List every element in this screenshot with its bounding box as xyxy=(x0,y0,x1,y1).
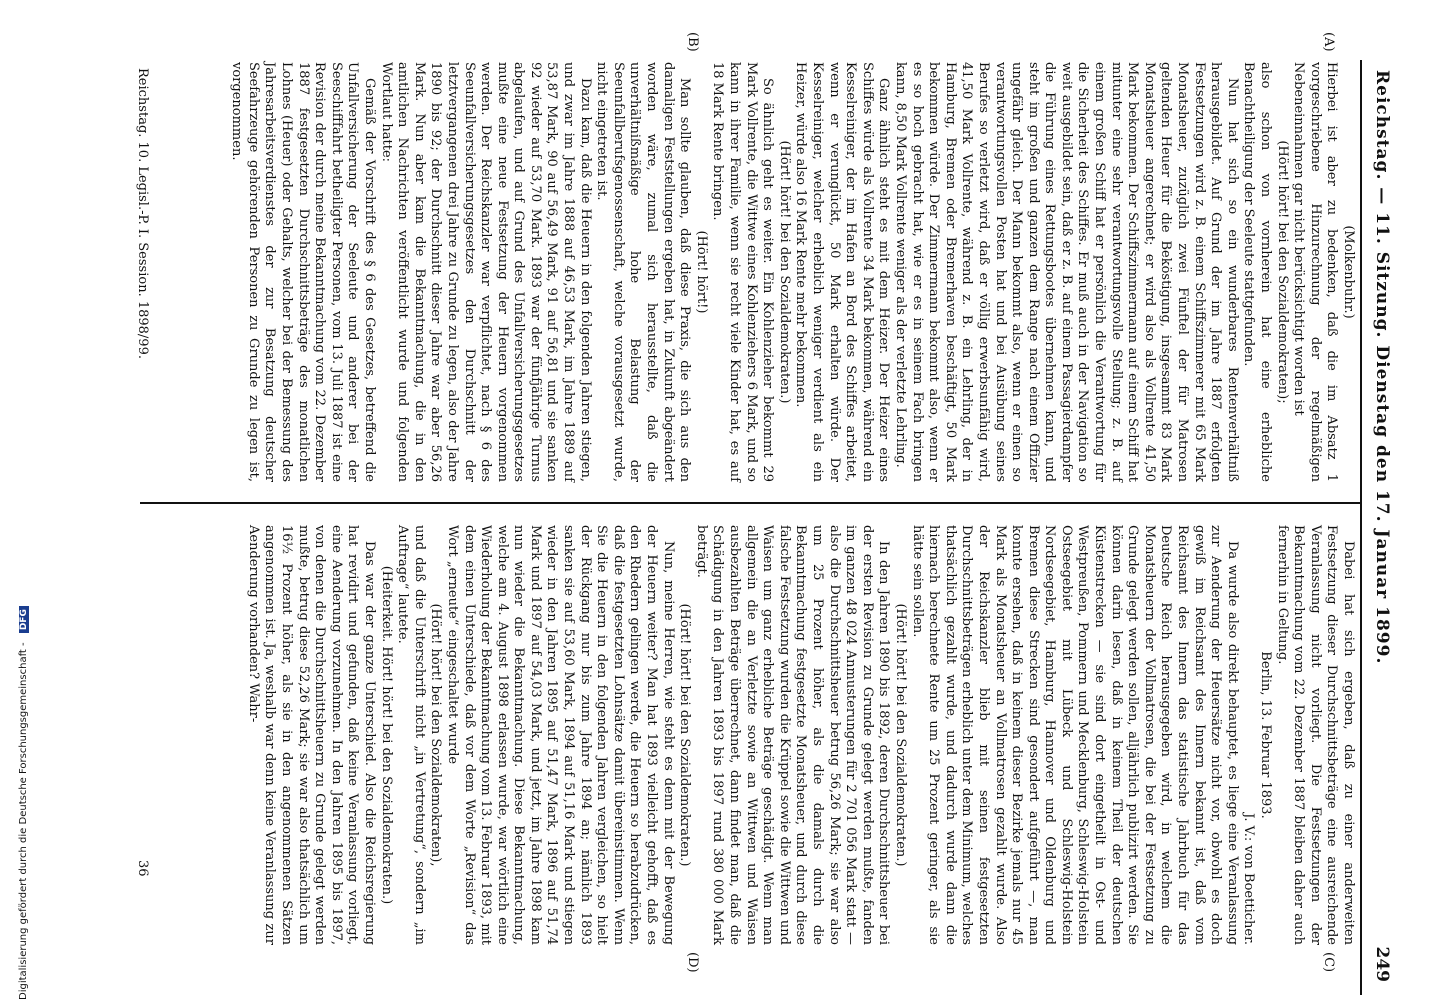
quoted-notice: Gemäß der Vorschrift des § 6 des Gesetzes, betreffend die Unfallversicherung der Seeleute und anderer bei der Seeschifffahrt betheiligter Personen, vom 13. Juli 1887 ist eine Revision der durch meine Bekanntmachung vom 22. Dezember 1887 festgesetzten Durchschnittsbeträge des monatlichen Lohnes (Heuer) oder Gehalts, welcher bei der Bemessung des Jahresarbeitsverdienstes der zur Besatzung deutscher Seefahrzeuge gehörenden Personen zu Grunde zu legen ist, vorgenommen. xyxy=(229,62,377,482)
page-number: 249 xyxy=(1372,946,1392,982)
column-divider xyxy=(140,502,1360,504)
interjection: (Hört! hört!) xyxy=(693,230,709,314)
paragraph: In den Jahren 1890 bis 1892, deren Durchschnittsheuer bei der ersten Revision zu Grunde gelegt werden mußte, fanden im ganzen 48 024 Anmusterungen für 2 701 056 Mark statt — also die Durchschnittsheuer betrug 56,26 Mark; sie war also um 25 Prozent höher, als die damals durch die Bekanntmachung festgesetzte Monatsheuer, und durch diese falsche Festsetzung wurden die Krüppel sowie die Wittwen und Waisen um ganz erhebliche Beträge geschädigt. Wenn man allgemein die an Verletzte sowie an Wittwen und Waisen ausbezahlten Beträge überrechnet, dann findet man, daß die Schädigung in den Jahren 1893 bis 1897 rund 380 000 Mark beträgt. xyxy=(693,525,892,945)
margin-marker-a: (A) xyxy=(1321,32,1336,52)
margin-marker-c: (C) xyxy=(1321,952,1336,973)
paragraph: Da wurde also direkt behauptet, es liege eine Veranlassung zur Aenderung der Heuersätze nicht vor, obwohl es doch gewiß im Reichsamt des Innern bekannt ist, daß vom Reichsamt des Innern das statistische Jahrbuch für das Deutsche Reich herausgegeben wird, in welchem die Monatsheuern der Vollmatrosen, die bei der Festsetzung zu Grunde gelegt werden sollen, alljährlich publizirt werden. Sie können darin lesen, daß in keinem Theil der deutschen Küstenstrecken — sie sind dort eingetheilt in Ost- und Westpreußen, Pommern und Mecklenburg, Schleswig-Holstein Ostseegebiet mit Lübeck und Schleswig-Holstein Nordseegebiet, Hamburg, Hannover und Oldenburg und Bremen diese Strecken sind gesondert aufgeführt —, man konnte ersehen, daß in keinem dieser Bezirke jemals nur 45 Mark als Monatsheuer an Vollmatrosen gezahlt wurde. Also der Reichskanzler blieb mit seinen festgesetzten Durchschnittsbeträgen erheblich unter dem Minimum, welches thatsächlich gezahlt wurde, und dadurch wurde dann die hiernach berechnete Rente um 25 Prozent geringer, als sie hätte sein sollen. xyxy=(909,525,1240,945)
header-rule xyxy=(1360,60,1362,995)
margin-marker-d: (D) xyxy=(685,952,700,973)
paragraph: Dazu kam, daß die Heuern in den folgenden Jahren stiegen, und zwar im Jahre 1888 auf 46,53 Mark, im Jahre 1889 auf 53,87 Mark, 90 auf 56,49 Mark, 91 auf 56,81 und sie sanken 92 wieder auf 53,70 Mark. 1893 war der fünfjährige Turnus abgelaufen, und auf Grund des Unfallversicherungsgesetzes mußte eine neue Festsetzung der Heuern vorgenommen werden. Der Reichskanzler war verpflichtet, nach § 6 des Seeunfallversicherungsgesetzes den Durchschnitt der letztvergangenen drei Jahre zu Grunde zu legen, also der Jahre 1890 bis 92; der Durchschnitt dieser Jahre war aber 56,26 Mark. Nun aber kam die Bekanntmachung, die in den amtlichen Nachrichten veröffentlicht wurde und folgenden Wortlaut hatte: xyxy=(378,62,593,482)
interjection: (Hört! hört! bei den Sozialdemokraten.) xyxy=(677,603,693,867)
paragraph: Nun, meine Herren, wie steht es denn mit der Bewegung der Heuern weiter? Man hat 1893 vielleicht gehofft, daß es den Rhedern gelingen werde, die Heuern so herabzudrücken, daß die festgesetzten Lohnsätze damit übereinstimmen. Wenn Sie die Heuern in den folgenden Jahren vergleichen, so hielt der Rückgang nur bis zum Jahre 1894 an; nämlich 1893 sanken sie auf 53,60 Mark, 1894 auf 51,16 Mark und stiegen wieder in den Jahren 1895 auf 51,47 Mark, 1896 auf 51,74 Mark und 1897 auf 54,03 Mark, und jetzt, im Jahre 1898 kam nun wieder die Bekanntmachung. Diese Bekanntmachung, welche am 4. August 1898 erlassen wurde, war wörtlich eine Wiederholung der Bekanntmachung vom 13. Februar 1893, mit dem einen Unterschiede, daß vor dem Worte „Revision“ das Wort „erneute“ eingeschaltet wurde xyxy=(444,525,676,945)
interjection: (Hört! hört! bei den Sozialdemokraten.) xyxy=(776,140,792,404)
dfg-credit xyxy=(18,0,32,1000)
running-title: Reichstag. — 11. Sitzung. Dienstag den 17. Januar 1899. xyxy=(1372,70,1392,665)
interjection: (Hört! hört! bei den Sozialdemokraten.) xyxy=(892,603,908,867)
interjection: (Heiterkeit. Hört! hört! bei den Sozialdemokraten.) xyxy=(378,565,394,905)
paragraph: Nun hat sich so ein wunderbares Rentenverhältniß herausgebildet. Auf Grund der im Jahre 1887 erfolgten Festsetzungen wird z. B. einem Schiffszimmerer mit 65 Mark Monatsheuer, zuzüglich zwei Fünftel der für Matrosen geltenden Heuer für die Beköstigung, insgesammt 83 Mark Monatsheuer angerechnet; er wird also als Vollrente 41,50 Mark bekommen. Der Schiffszimmermann auf einem Schiff hat mitunter eine sehr verantwortungsvolle Stellung; z. B. auf einem großen Schiff hat er persönlich die Verantwortung für die Sicherheit des Schiffes. Er muß auch in der Navigation so weit ausgebildet sein, daß er z. B. auf einem Passagierdampfer die Führung eines Rettungsbootes übernehmen kann, und steht im großen und ganzen dem Range nach einem Offizier ungefähr gleich. Der Mann bekommt also, wenn er einen so verantwortungsvollen Posten hat und bei Ausübung seines Berufes so verletzt wird, daß er völlig erwerbsunfähig wird, 41,50 Mark Vollrente, während z. B. ein Lehrling, der in Hamburg, Bremen oder Bremerhaven beschäftigt, 50 Mark bekommen würde. Der Zimmermann bekommt also, wenn er es so hoch gebracht hat, wie er es in seinem Fach bringen kann, 8,50 Mark Vollrente weniger als der verletzte Lehrling. xyxy=(892,62,1240,482)
page-header xyxy=(1366,0,1400,1000)
margin-marker-b: (B) xyxy=(685,32,700,52)
document-page xyxy=(60,0,1400,1000)
paragraph: So ähnlich geht es weiter. Ein Kohlenzieher bekommt 29 Mark Vollrente, die Wittwe eines Kohlenziehers 6 Mark, und so kann in ihrer Familie, wenn sie recht viele Kinder hat, es auf 18 Mark Rente bringen. xyxy=(710,62,776,482)
interjection: (Hört! hört! bei den Sozialdemokraten); xyxy=(1274,140,1290,404)
dfg-logo: DFG xyxy=(19,606,29,633)
left-column xyxy=(228,62,1356,482)
quoted-notice: Dabei hat sich ergeben, daß zu einer anderweiten Festsetzung dieser Durchschnittsbeträge eine ausreichende Veranlassung nicht vorliegt. Die Festsetzungen der Bekanntmachung vom 22. Dezember 1887 bleiben daher auch fernerhin in Geltung. xyxy=(1274,525,1356,945)
paragraph: Hierbei ist aber zu bedenken, daß die im Absatz 1 vorgeschriebene Hinzurechnung der regelmäßigen Nebeneinnahmen gar nicht berücksichtigt worden ist xyxy=(1291,62,1340,482)
interjection: (Hört! hört! bei den Sozialdemokraten), xyxy=(428,603,444,867)
paragraph: Das war der ganze Unterschied. Also die Reichsregierung hat revidirt und gefunden, daß keine Veranlassung vorliegt, eine Aenderung vorzunehmen. In den Jahren 1895 bis 1897, von denen die Durchschnittsheuern zu Grunde gelegt werden mußte, betrug diese 52,26 Mark; sie war also thatsächlich um 16½ Prozent höher, als sie in den angenommenen Sätzen angenommen ist. Ja, weshalb war denn keine Veranlassung zur Aenderung vorhanden? Wahr- xyxy=(245,525,377,945)
notice-date: Berlin, 13. Februar 1893. xyxy=(1258,651,1274,819)
sheet-number: 36 xyxy=(135,860,150,877)
speaker-name: (Molkenbuhr.) xyxy=(1341,225,1356,319)
notice-signature: J. V.: von Boetticher. xyxy=(1241,813,1257,945)
credit-text: Digitalisierung gefördert durch die Deutsche Forschungsgemeinschaft - xyxy=(18,642,29,1000)
paragraph: also schon von vornherein hat eine erhebliche Benachtheiligung der Seeleute stattgefunden. xyxy=(1241,62,1274,482)
page-footer: Reichstag. 10. Legisl.-P. I. Session. 1898/99. xyxy=(135,68,150,359)
paragraph: Ganz ähnlich steht es mit dem Heizer. Der Heizer eines Schiffes würde als Vollrente 34 Mark bekommen, während ein Kesselreiniger, der im Hafen an Bord des Schiffes arbeitet, wenn er verunglückt, 50 Mark erhalten würde. Der Kesselreiniger, welcher erheblich weniger verdient als ein Heizer, würde also 16 Mark Rente mehr bekommen. xyxy=(793,62,892,482)
paragraph: Man sollte glauben, daß diese Praxis, die sich aus den damaligen Feststellungen ergeben hat, in Zukunft abgeändert worden wäre, zumal sich herausstellte, daß die unverhältnißmäßige hohe Belastung der Seeunfallberufsgenossenschaft, welche vorausgesetzt wurde, nicht eingetreten ist. xyxy=(594,62,693,482)
right-column xyxy=(244,525,1356,945)
paragraph: und daß die Unterschrift nicht „in Vertretung“, sondern „im Auftrage“ lautete. xyxy=(395,525,427,945)
